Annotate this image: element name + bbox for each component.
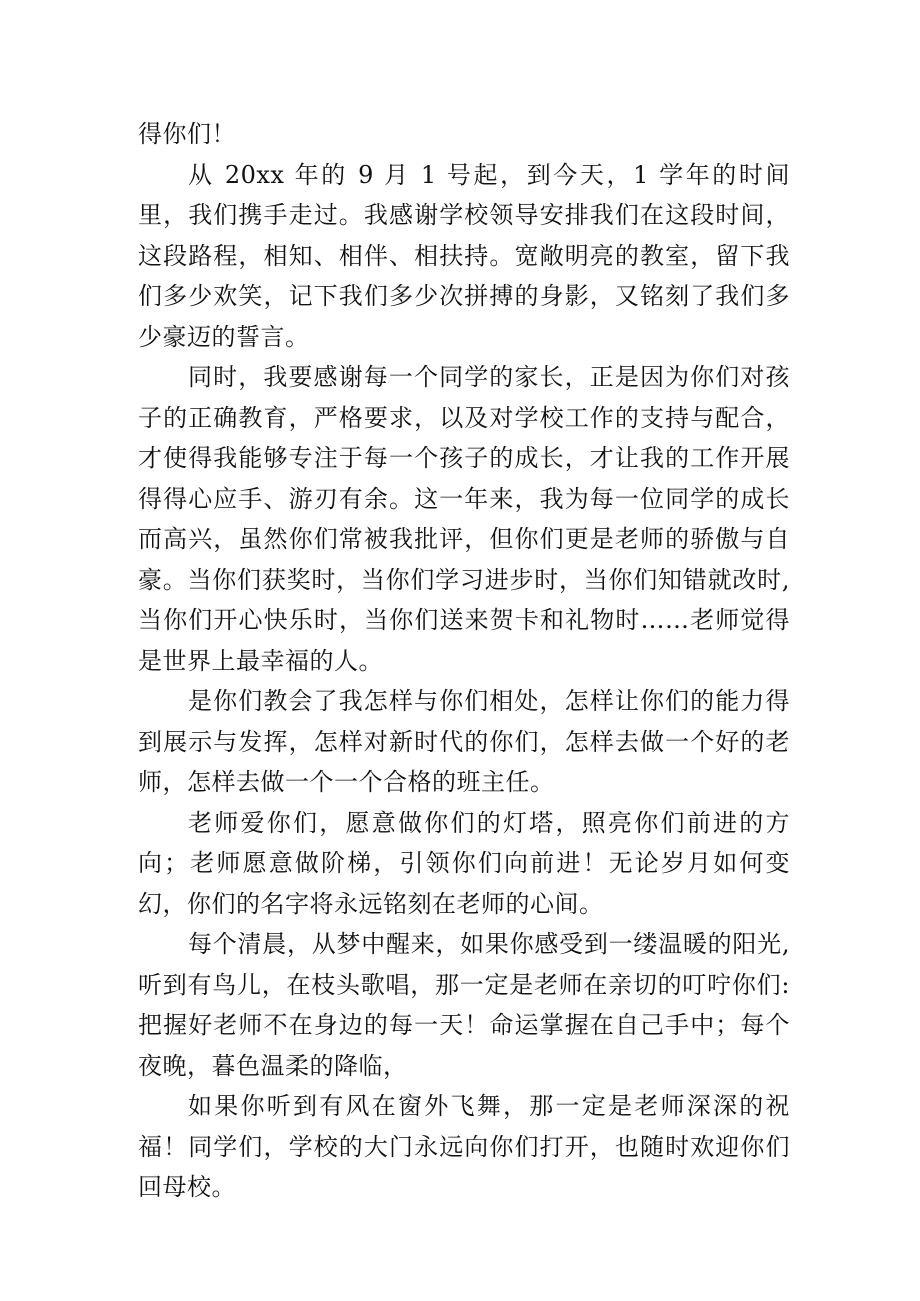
- paragraph-journey: 从 20xx 年的 9 月 1 号起，到今天，1 学年的时间里，我们携手走过。我感谢学校领导安排我们在这段时间，这段路程，相知、相伴、相扶持。宽敞明亮的教室，留下我们多少欢笑，记下我们多少次拼搏的身影，又铭刻了我们多少豪迈的誓言。: [138, 160, 790, 351]
- paragraph-morning: 每个清晨，从梦中醒来，如果你感受到一缕温暖的阳光,听到有鸟儿，在枝头歌唱，那一定是老师在亲切的叮咛你们:把握好老师不在身边的每一天！命运掌握在自己手中；每个夜晚，暮色温柔的降临，: [138, 930, 790, 1080]
- paragraph-parents: 同时，我要感谢每一个同学的家长，正是因为你们对孩子的正确教育，严格要求，以及对学校工作的支持与配合，才使得我能够专注于每一个孩子的成长，才让我的工作开展得得心应手、游刃有余。这一年来，我为每一位同学的成长而高兴，虽然你们常被我批评，但你们更是老师的骄傲与自豪。当你们获奖时，当你们学习进步时，当你们知错就改时,当你们开心快乐时，当你们送来贺卡和礼物时……老师觉得是世界上最幸福的人。: [138, 363, 790, 675]
- paragraph-blessing: 如果你听到有风在窗外飞舞，那一定是老师深深的祝福！同学们，学校的大门永远向你们打开，也随时欢迎你们回母校。: [138, 1092, 790, 1201]
- paragraph-taught-me: 是你们教会了我怎样与你们相处，怎样让你们的能力得到展示与发挥，怎样对新时代的你们，怎样去做一个好的老师，怎样去做一个一个合格的班主任。: [138, 687, 790, 796]
- document-body: [138, 114, 790, 1208]
- paragraph-continuation: 得你们！: [138, 120, 236, 148]
- paragraph-lighthouse: 老师爱你们，愿意做你们的灯塔，照亮你们前进的方向；老师愿意做阶梯，引领你们向前进！无论岁月如何变幻，你们的名字将永远铭刻在老师的心间。: [138, 808, 790, 918]
